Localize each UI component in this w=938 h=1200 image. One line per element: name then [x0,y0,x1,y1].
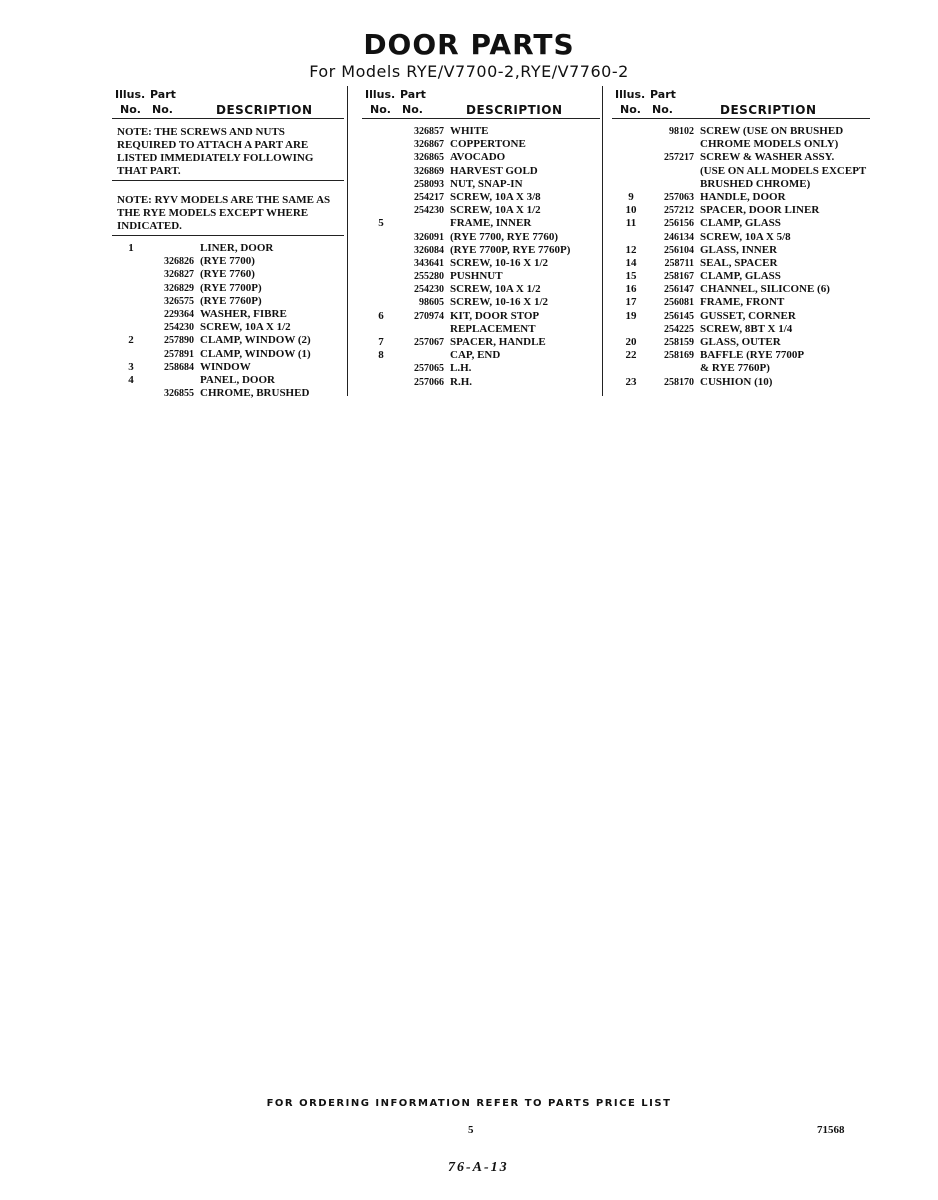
part-description: GUSSET, CORNER [700,309,796,322]
parts-row [612,323,870,336]
header-illus-no: No. [120,103,141,116]
part-description: COPPERTONE [450,138,526,151]
part-description: SCREW, 10A X 1/2 [450,204,541,217]
parts-row [362,165,600,178]
parts-row [112,268,344,281]
part-description: R.H. [450,375,472,388]
part-description: (RYE 7760) [200,268,255,281]
illus-number: 4 [128,373,134,386]
part-description: LINER, DOOR [200,242,274,254]
part-number: 229364 [164,308,194,320]
parts-row [112,282,344,295]
part-description: SCREW, 10-16 X 1/2 [450,296,548,309]
part-description: CLAMP, GLASS [700,270,781,283]
header-description: DESCRIPTION [720,103,817,117]
parts-row [362,125,600,138]
part-description: GLASS, INNER [700,243,778,256]
parts-row [612,257,870,270]
document-number: 71568 [817,1124,845,1136]
part-description: WHITE [450,125,489,137]
parts-row [112,374,344,387]
header-part: Part [650,88,676,101]
part-number: 326855 [164,388,194,400]
part-description: NUT, SNAP-IN [450,177,523,190]
part-description: CLAMP, GLASS [700,217,781,230]
parts-list [112,242,344,400]
header-part-no: No. [652,103,673,116]
part-description: CLAMP, WINDOW (2) [200,334,311,347]
part-number: 254230 [414,205,444,217]
parts-row [112,387,344,400]
illus-number: 20 [625,336,637,348]
parts-row [612,296,870,309]
part-description: BAFFLE (RYE 7700P [700,349,805,362]
page-subtitle: For Models RYE/V7700-2,RYE/V7760-2 [309,62,629,81]
part-description: SCREW, 10A X 1/2 [450,283,541,296]
parts-row [612,217,870,230]
parts-row [362,283,600,296]
ordering-footer: FOR ORDERING INFORMATION REFER TO PARTS PRICE LIST [266,1098,672,1109]
header-description: DESCRIPTION [216,103,313,117]
part-description: SPACER, DOOR LINER [700,204,820,217]
column-divider [347,86,348,396]
note-ryv-models: NOTE: RYV MODELS ARE THE SAME AS THE RYE MODELS EXCEPT WHERE INDICATED. [112,187,344,236]
illus-number: 17 [625,296,637,309]
part-number: 258170 [664,376,694,388]
parts-row [362,336,600,349]
illus-number: 11 [625,217,637,230]
part-description: BRUSHED CHROME) [700,177,811,190]
parts-list [362,125,600,389]
header-illus: Illus. [115,88,146,101]
parts-row [612,349,870,362]
part-number: 326827 [164,269,194,281]
parts-row [612,270,870,283]
part-description: KIT, DOOR STOP [450,309,540,322]
part-description: PANEL, DOOR [200,373,275,386]
illus-number: 5 [378,217,384,230]
part-number: 326084 [414,244,444,256]
part-description: (RYE 7700P) [200,281,262,294]
parts-row [362,217,600,230]
parts-row [112,255,344,268]
part-description: SPACER, HANDLE [450,336,546,348]
part-number: 326867 [414,139,444,151]
parts-row [612,376,870,389]
parts-row [362,376,600,389]
part-number: 256147 [664,284,694,296]
part-number: 343641 [414,257,444,269]
part-number: 256081 [664,297,694,309]
part-description: CHANNEL, SILICONE (6) [700,283,830,296]
part-description: (RYE 7760P) [200,294,262,307]
parts-row [112,361,344,374]
column-header [612,86,870,119]
parts-row [362,270,600,283]
part-number: 326829 [164,282,194,294]
part-description: FRAME, INNER [450,217,532,230]
parts-row [362,138,600,151]
parts-row [362,231,600,244]
parts-row [362,349,600,362]
part-number: 257890 [164,335,194,347]
header-part: Part [150,88,176,101]
handwritten-mark: 76-A-13 [448,1160,509,1175]
part-description: HARVEST GOLD [450,164,538,177]
illus-number: 9 [628,190,634,203]
part-description: WASHER, FIBRE [200,307,287,320]
part-number: 255280 [414,271,444,283]
illus-number: 16 [625,283,637,296]
note-screws: NOTE: THE SCREWS AND NUTS REQUIRED TO ATTACH A PART ARE LISTED IMMEDIATELY FOLLOWING THAT PART. [112,119,344,181]
part-number: 256145 [664,310,694,322]
part-description: WINDOW [200,360,251,373]
parts-row [112,321,344,334]
part-number: 326857 [414,126,444,137]
parts-row [362,323,600,336]
part-number: 256104 [664,244,694,256]
part-description: PUSHNUT [450,270,503,283]
parts-row [362,151,600,164]
header-illus: Illus. [365,88,396,101]
part-description: CHROME MODELS ONLY) [700,138,839,151]
part-description: SCREW, 10A X 3/8 [450,190,541,203]
header-illus-no: No. [620,103,641,116]
part-number: 258711 [664,257,694,269]
part-description: SCREW, 10-16 X 1/2 [450,256,548,269]
illus-number: 19 [625,309,637,322]
parts-row [362,362,600,375]
parts-row [612,336,870,349]
illus-number: 3 [128,360,134,373]
column-divider [602,86,603,396]
part-number: 254217 [414,191,444,203]
part-description: CLAMP, WINDOW (1) [200,347,311,360]
part-description: CHROME, BRUSHED [200,387,310,400]
parts-row [362,296,600,309]
parts-column-1 [112,86,344,400]
part-description: & RYE 7760P) [700,362,770,375]
part-number: 326091 [414,231,444,243]
header-part: Part [400,88,426,101]
part-number: 326865 [414,152,444,164]
part-number: 254230 [414,284,444,296]
part-number: 326826 [164,256,194,268]
column-header [112,86,344,119]
parts-row [612,125,870,138]
parts-row [612,191,870,204]
part-description: SCREW & WASHER ASSY. [700,151,835,164]
illus-number: 15 [625,270,637,283]
part-number: 254230 [164,322,194,334]
parts-row [612,138,870,151]
illus-number: 7 [378,336,384,348]
part-description: (RYE 7700) [200,255,255,268]
column-header [362,86,600,119]
header-part-no: No. [152,103,173,116]
illus-number: 14 [625,256,637,269]
part-number: 257066 [414,376,444,388]
part-description: SEAL, SPACER [700,256,778,269]
parts-row [612,283,870,296]
part-number: 254225 [664,323,694,335]
part-description: CUSHION (10) [700,375,773,388]
part-number: 98605 [419,297,444,309]
part-number: 326575 [164,295,194,307]
part-description: AVOCADO [450,151,506,164]
part-number: 258093 [414,178,444,190]
part-number: 258167 [664,271,694,283]
part-number: 257891 [164,348,194,360]
parts-list [612,125,870,389]
illus-number: 8 [378,349,384,362]
parts-row [112,308,344,321]
parts-row [362,244,600,257]
header-illus-no: No. [370,103,391,116]
parts-column-2 [362,86,600,389]
part-description: HANDLE, DOOR [700,190,786,203]
part-description: (RYE 7700, RYE 7760) [450,230,559,243]
part-number: 98102 [669,126,694,137]
parts-row [612,362,870,375]
part-description: SCREW, 8BT X 1/4 [700,322,793,335]
part-number: 257212 [664,205,694,217]
part-description: FRAME, FRONT [700,296,785,309]
part-description: (USE ON ALL MODELS EXCEPT [700,164,867,177]
part-description: CAP, END [450,349,501,362]
part-number: 258169 [664,350,694,362]
header-description: DESCRIPTION [466,103,563,117]
part-description: GLASS, OUTER [700,336,781,348]
page-title: DOOR PARTS [363,28,575,61]
part-number: 246134 [664,231,694,243]
parts-row [362,310,600,323]
illus-number: 1 [128,242,134,254]
parts-row [112,295,344,308]
part-number: 326869 [414,165,444,177]
parts-row [112,348,344,361]
part-number: 270974 [414,310,444,322]
part-description: SCREW, 10A X 1/2 [200,321,291,334]
parts-row [612,165,870,178]
part-number: 257063 [664,191,694,203]
illus-number: 10 [625,204,637,217]
parts-row [612,310,870,323]
page-number: 5 [468,1124,474,1136]
parts-row [612,151,870,164]
header-part-no: No. [402,103,423,116]
header-illus: Illus. [615,88,646,101]
part-number: 256156 [664,218,694,230]
part-description: REPLACEMENT [450,322,536,335]
parts-row [362,257,600,270]
parts-row [112,242,344,255]
parts-row [612,231,870,244]
parts-row [362,204,600,217]
parts-row [612,204,870,217]
illus-number: 2 [128,334,134,347]
part-number: 257217 [664,152,694,164]
illus-number: 6 [378,309,384,322]
parts-row [612,244,870,257]
part-description: L.H. [450,362,472,375]
parts-row [362,178,600,191]
part-description: (RYE 7700P, RYE 7760P) [450,243,571,256]
part-number: 257065 [414,363,444,375]
parts-row [362,191,600,204]
illus-number: 12 [625,243,637,256]
part-number: 257067 [414,337,444,348]
parts-row [112,334,344,347]
illus-number: 22 [625,349,637,362]
parts-column-3 [612,86,870,389]
part-number: 258684 [164,361,194,373]
illus-number: 23 [625,375,637,388]
part-description: SCREW (USE ON BRUSHED [700,125,844,137]
part-description: SCREW, 10A X 5/8 [700,230,791,243]
parts-row [612,178,870,191]
part-number: 258159 [664,337,694,348]
